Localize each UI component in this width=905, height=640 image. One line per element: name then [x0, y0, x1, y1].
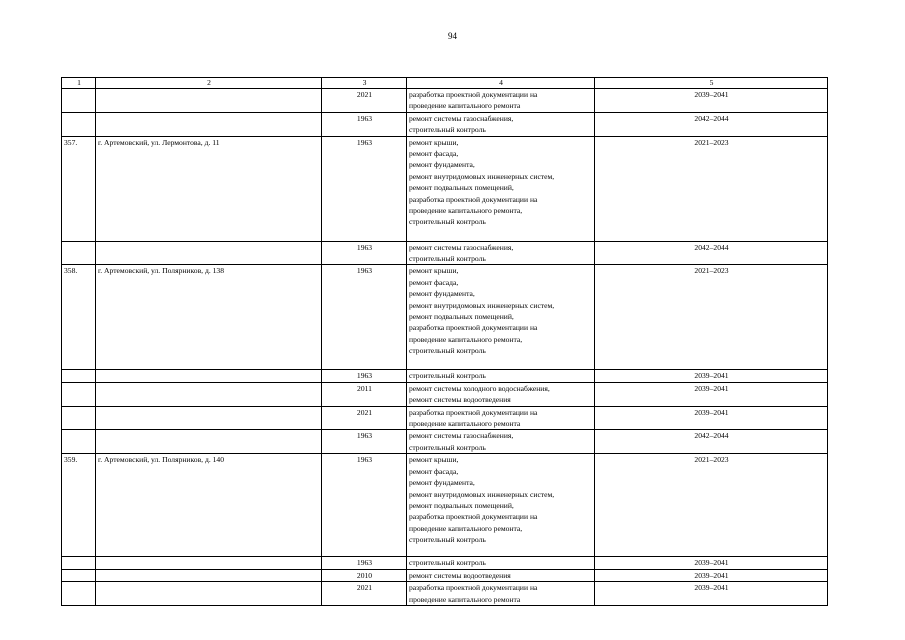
- column-header-4: 4: [407, 78, 595, 89]
- work-item: ремонт внутридомовых инженерных систем,: [409, 171, 555, 181]
- work-item: ремонт фундамента,: [409, 160, 475, 170]
- work-item: ремонт подвальных помещений,: [409, 500, 514, 510]
- work-item: ремонт системы газоснабжения,: [409, 242, 514, 252]
- table-row: [62, 370, 828, 382]
- work-item: ремонт внутридомовых инженерных систем,: [409, 300, 555, 310]
- table-row: [62, 406, 828, 430]
- work-item: ремонт системы водоотведения: [409, 570, 511, 580]
- work-item: проведение капитального ремонта,: [409, 523, 523, 533]
- row-number: [62, 382, 96, 406]
- column-header-3: 3: [322, 78, 407, 89]
- row-year: 1963: [322, 370, 407, 382]
- row-period: 2042–2044: [595, 112, 828, 136]
- row-address: [96, 370, 322, 382]
- row-number: 357.: [62, 136, 96, 241]
- table-row: [62, 265, 828, 370]
- row-number: 358.: [62, 265, 96, 370]
- row-address: [96, 89, 322, 113]
- work-item: строительный контроль: [409, 371, 486, 381]
- work-item: ремонт фундамента,: [409, 478, 475, 488]
- row-address: [96, 430, 322, 454]
- row-works: [407, 370, 595, 382]
- work-item: проведение капитального ремонта: [409, 419, 521, 429]
- row-works: [407, 136, 595, 241]
- row-address: [96, 569, 322, 581]
- work-item: разработка проектной документации на: [409, 90, 538, 99]
- work-item: строительный контроль: [409, 535, 486, 545]
- row-period: 2039–2041: [595, 382, 828, 406]
- row-number: [62, 370, 96, 382]
- repair-schedule-table: [61, 77, 828, 606]
- table-row: [62, 582, 828, 606]
- table-row: [62, 136, 828, 241]
- row-period: 2039–2041: [595, 406, 828, 430]
- table-row: [62, 382, 828, 406]
- work-item: ремонт крыши,: [409, 266, 459, 276]
- work-item: строительный контроль: [409, 346, 486, 356]
- work-item: проведение капитального ремонта: [409, 594, 521, 604]
- row-year: 1963: [322, 454, 407, 557]
- row-number: 359.: [62, 454, 96, 557]
- row-year: 2021: [322, 89, 407, 113]
- row-year: 1963: [322, 136, 407, 241]
- row-year: 1963: [322, 430, 407, 454]
- work-item: проведение капитального ремонта,: [409, 334, 523, 344]
- work-item: ремонт системы газоснабжения,: [409, 431, 514, 441]
- row-year: 1963: [322, 241, 407, 265]
- row-number: [62, 569, 96, 581]
- row-works: [407, 430, 595, 454]
- table-row: [62, 569, 828, 581]
- row-works: [407, 112, 595, 136]
- work-item: ремонт подвальных помещений,: [409, 312, 514, 322]
- page-number: 94: [448, 31, 457, 41]
- table-row: [62, 430, 828, 454]
- row-period: 2021–2023: [595, 136, 828, 241]
- row-address: [96, 557, 322, 569]
- row-works: [407, 265, 595, 370]
- column-number-row: [62, 78, 828, 89]
- work-item: строительный контроль: [409, 442, 486, 452]
- work-item: ремонт подвальных помещений,: [409, 183, 514, 193]
- work-item: строительный контроль: [409, 254, 486, 264]
- row-period: 2042–2044: [595, 241, 828, 265]
- work-item: ремонт системы холодного водоснабжения,: [409, 383, 550, 393]
- row-address: [96, 112, 322, 136]
- work-item: проведение капитального ремонта,: [409, 206, 523, 216]
- row-number: [62, 406, 96, 430]
- row-works: [407, 241, 595, 265]
- work-item: ремонт внутридомовых инженерных систем,: [409, 489, 555, 499]
- work-item: ремонт крыши,: [409, 137, 459, 147]
- table-body: [62, 89, 828, 606]
- column-header-2: 2: [96, 78, 322, 89]
- work-item: разработка проектной документации на: [409, 407, 538, 417]
- row-number: [62, 430, 96, 454]
- row-period: 2039–2041: [595, 557, 828, 569]
- work-item: строительный контроль: [409, 125, 486, 135]
- work-item: ремонт крыши,: [409, 455, 459, 465]
- row-address: [96, 582, 322, 606]
- row-number: [62, 582, 96, 606]
- row-period: 2039–2041: [595, 89, 828, 113]
- work-item: разработка проектной документации на: [409, 194, 538, 204]
- work-item: ремонт фундамента,: [409, 289, 475, 299]
- row-works: [407, 569, 595, 581]
- row-period: 2042–2044: [595, 430, 828, 454]
- work-item: разработка проектной документации на: [409, 323, 538, 333]
- column-header-5: 5: [595, 78, 828, 89]
- row-period: 2021–2023: [595, 265, 828, 370]
- row-year: 1963: [322, 112, 407, 136]
- row-year: 1963: [322, 557, 407, 569]
- row-address: [96, 406, 322, 430]
- work-item: ремонт фасада,: [409, 277, 459, 287]
- work-item: ремонт фасада,: [409, 466, 459, 476]
- row-year: 2021: [322, 582, 407, 606]
- row-address: [96, 382, 322, 406]
- row-period: 2039–2041: [595, 569, 828, 581]
- row-works: [407, 406, 595, 430]
- table-header: [62, 78, 828, 89]
- work-item: разработка проектной документации на: [409, 583, 538, 593]
- row-period: 2021–2023: [595, 454, 828, 557]
- table-row: [62, 241, 828, 265]
- row-works: [407, 454, 595, 557]
- row-number: [62, 241, 96, 265]
- work-item: ремонт фасада,: [409, 149, 459, 159]
- table-row: [62, 454, 828, 557]
- row-works: [407, 89, 595, 113]
- work-item: строительный контроль: [409, 217, 486, 227]
- row-period: 2039–2041: [595, 370, 828, 382]
- row-address: г. Артемовский, ул. Полярников, д. 138: [96, 265, 322, 370]
- row-address: г. Артемовский, ул. Лермонтова, д. 11: [96, 136, 322, 241]
- row-works: [407, 557, 595, 569]
- row-period: 2039–2041: [595, 582, 828, 606]
- row-number: [62, 112, 96, 136]
- work-item: ремонт системы газоснабжения,: [409, 113, 514, 123]
- row-works: [407, 382, 595, 406]
- row-address: [96, 241, 322, 265]
- row-number: [62, 89, 96, 113]
- work-item: строительный контроль: [409, 558, 486, 568]
- row-address: г. Артемовский, ул. Полярников, д. 140: [96, 454, 322, 557]
- table-row: [62, 557, 828, 569]
- row-number: [62, 557, 96, 569]
- table-row: [62, 89, 828, 113]
- work-item: разработка проектной документации на: [409, 512, 538, 522]
- row-year: 2011: [322, 382, 407, 406]
- work-item: проведение капитального ремонта: [409, 101, 521, 111]
- work-item: ремонт системы водоотведения: [409, 395, 511, 405]
- row-year: 1963: [322, 265, 407, 370]
- row-year: 2021: [322, 406, 407, 430]
- column-header-1: 1: [62, 78, 96, 89]
- row-works: [407, 582, 595, 606]
- table-row: [62, 112, 828, 136]
- row-year: 2010: [322, 569, 407, 581]
